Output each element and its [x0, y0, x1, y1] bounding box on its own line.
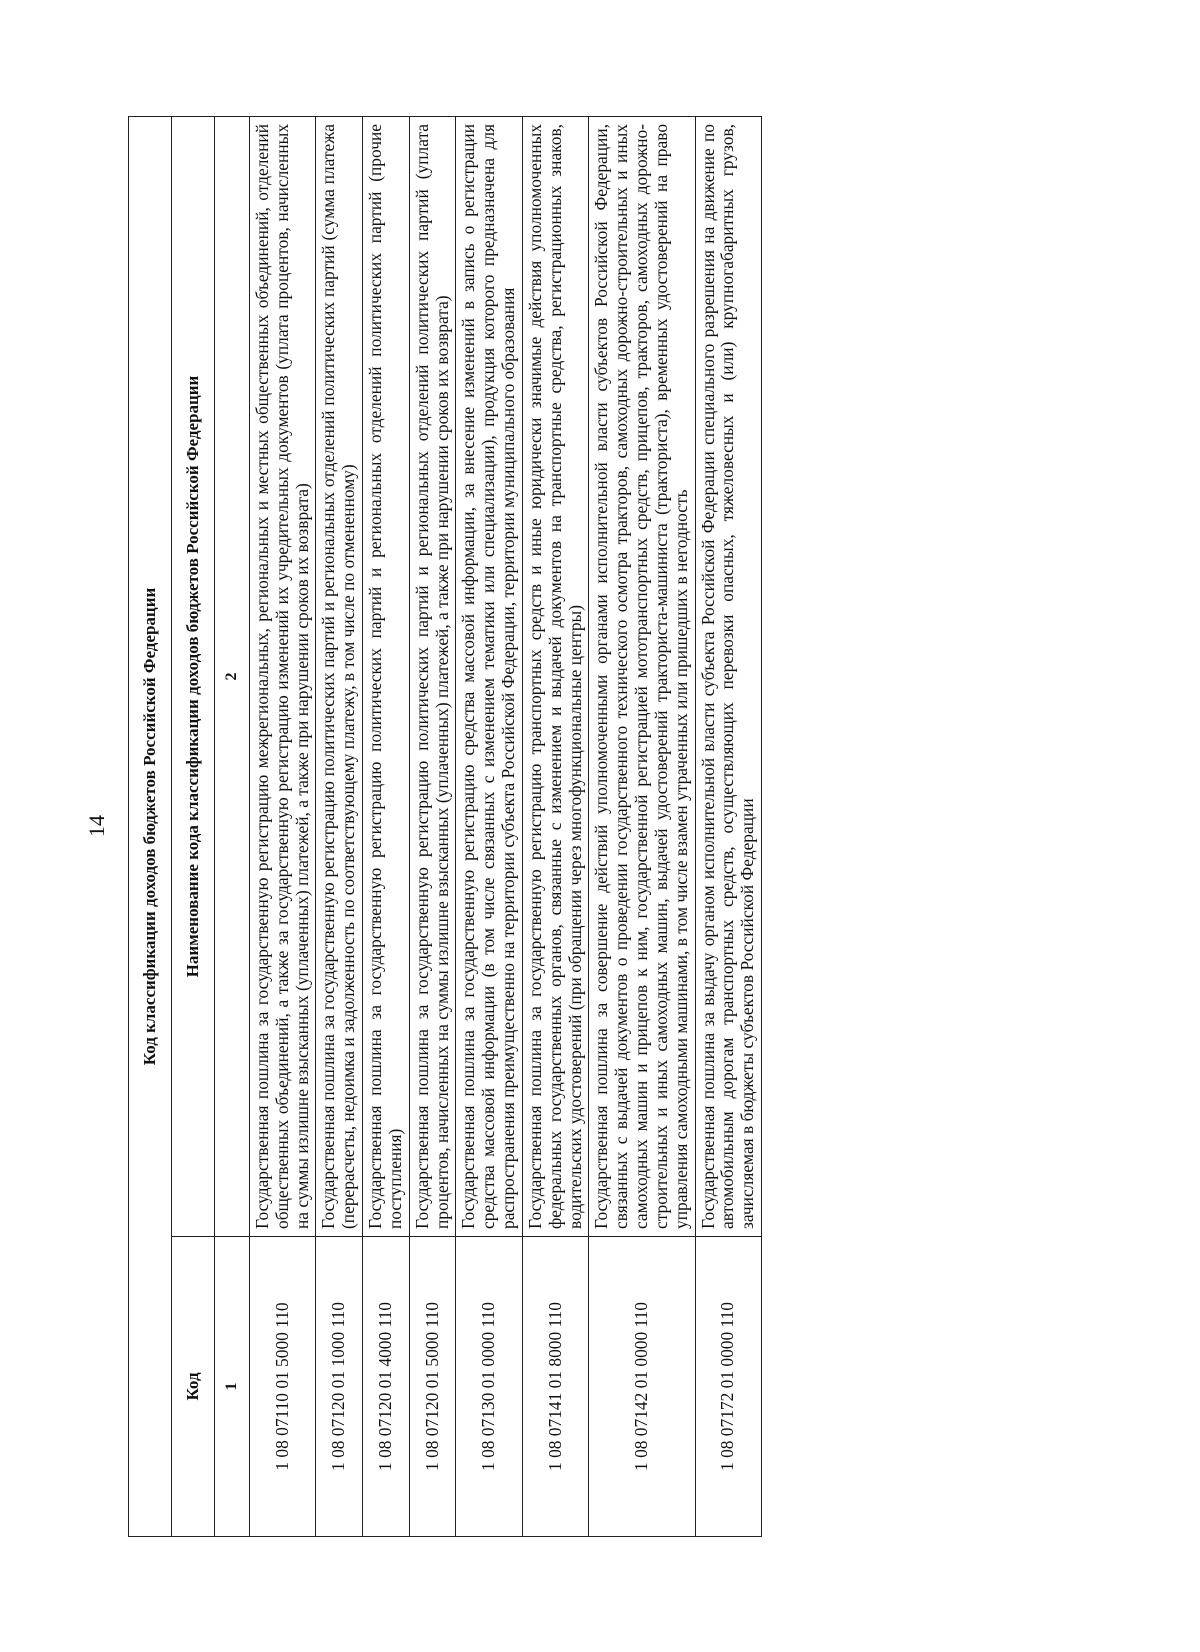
row-name: Государственная пошлина за государственную регистрацию политических партий и региональных отделений политических партий (уплата процентов, начисленных на суммы излишне взысканных (уплаченных) платежей, а также при нарушении сроков их возврата): [409, 116, 456, 1236]
row-code: 1 08 07172 01 0000 110: [695, 1237, 761, 1537]
row-code: 1 08 07110 01 5000 110: [250, 1237, 316, 1537]
table-title-row: [129, 116, 172, 1536]
table-header-row: [172, 116, 215, 1536]
row-name: Государственная пошлина за выдачу органом исполнительной власти субъекта Российской Федерации специального разрешения на движение по автомобильным дорогам транспортных средств, осуществляющих перевозки опасных, тяжеловесных и (или) крупногабаритных грузов, зачисляемая в бюджеты субъектов Российской Федерации: [695, 116, 761, 1236]
revenue-classification-table: [128, 116, 762, 1537]
table-row: [695, 116, 761, 1536]
table-title: Код классификации доходов бюджетов Российской Федерации: [129, 116, 172, 1536]
row-code: 1 08 07120 01 4000 110: [363, 1237, 410, 1537]
row-name: Государственная пошлина за совершение действий уполномоченными органами исполнительной власти субъектов Российской Федерации, связанных с выдачей документов о проведении государственного технического осмотра тракторов, самоходных дорожно-строительных и иных самоходных машин и прицепов к ним, государственной регистрацией мототранспортных средств, прицепов, тракторов, самоходных дорожно-строительных и иных самоходных машин, выдачей удостоверений тракториста-машиниста (тракториста), временных удостоверений на право управления самоходными машинами, в том числе взамен утраченных или пришедших в негодность: [589, 116, 695, 1236]
row-code: 1 08 07130 01 0000 110: [456, 1237, 522, 1537]
row-code: 1 08 07142 01 0000 110: [589, 1237, 695, 1537]
table-row: [363, 116, 410, 1536]
table-row: [250, 116, 316, 1536]
row-name: Государственная пошлина за государственную регистрацию средства массовой информации, за внесение изменений в запись о регистрации средства массовой информации (в том числе связанных с изменением тематики или специализации), продукция которого предназначена для распространения преимущественно на территории субъекта Российской Федерации, территории муниципального образования: [456, 116, 522, 1236]
page-number: 14: [84, 815, 109, 837]
table-row: [589, 116, 695, 1536]
row-code: 1 08 07120 01 5000 110: [409, 1237, 456, 1537]
table-row: [316, 116, 363, 1536]
table-row: [456, 116, 522, 1536]
row-name: Государственная пошлина за государственную регистрацию политических партий и региональных отделений политических партий (сумма платежа (перерасчеты, недоимка и задолженность по соответствующему платежу, в том числе по отмененному): [316, 116, 363, 1236]
table-row: [409, 116, 456, 1536]
row-name: Государственная пошлина за государственную регистрацию межрегиональных, региональных и местных общественных объединений, отделений общественных объединений, а также за государственную регистрацию изменений их учредительных документов (уплата процентов, начисленных на суммы излишне взысканных (уплаченных) платежей, а также при нарушении сроков их возврата): [250, 116, 316, 1236]
column-number-2: 2: [215, 116, 250, 1236]
column-header-code: Код: [172, 1237, 215, 1537]
row-code: 1 08 07120 01 1000 110: [316, 1237, 363, 1537]
table-row: [522, 116, 588, 1536]
row-name: Государственная пошлина за государственную регистрацию политических партий и региональных отделений политических партий (прочие поступления): [363, 116, 410, 1236]
row-code: 1 08 07141 01 8000 110: [522, 1237, 588, 1537]
row-name: Государственная пошлина за государственную регистрацию транспортных средств и иные юридически значимые действия уполномоченных федеральных государственных органов, связанные с изменением и выдачей документов на транспортные средства, регистрационных знаков, водительских удостоверений (при обращении через многофункциональные центры): [522, 116, 588, 1236]
column-header-name: Наименование кода классификации доходов бюджетов Российской Федерации: [172, 116, 215, 1236]
column-number-1: 1: [215, 1237, 250, 1537]
column-number-row: [215, 116, 250, 1536]
